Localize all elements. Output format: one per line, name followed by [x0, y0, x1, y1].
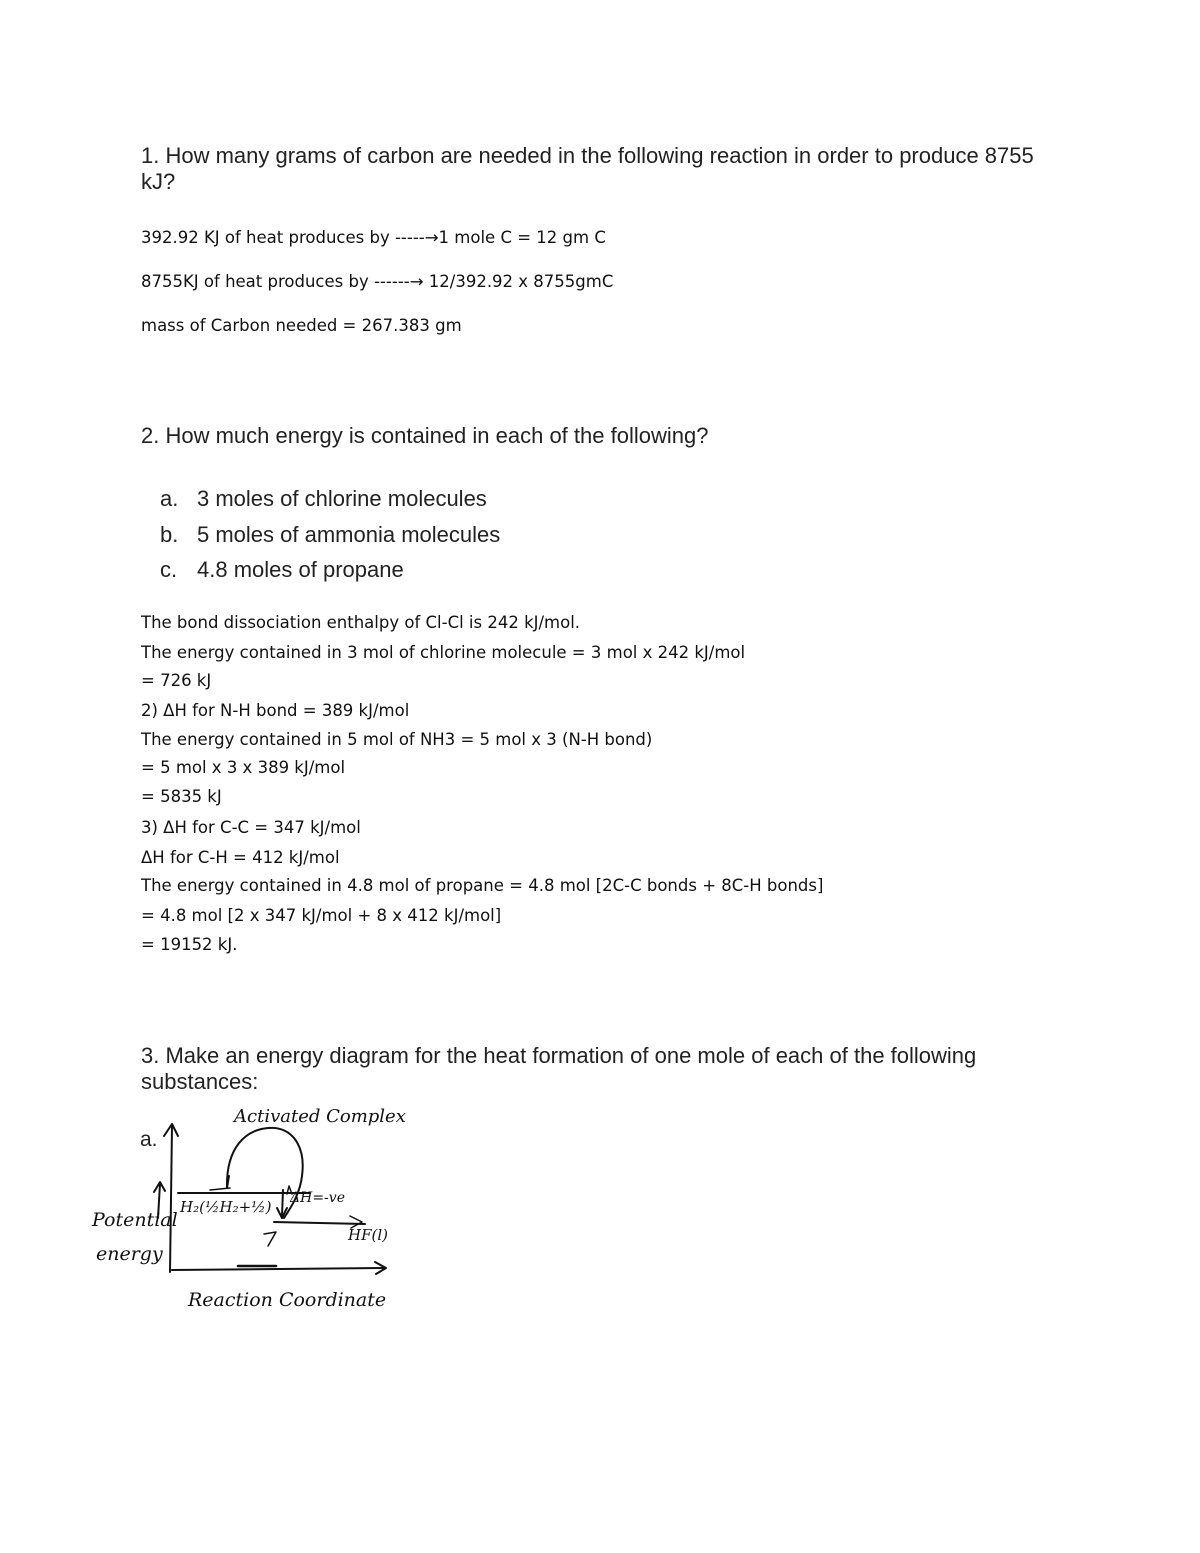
- q1-answer-line-3: mass of Carbon needed = 267.383 gm: [141, 316, 462, 335]
- x-axis-line: [172, 1268, 385, 1270]
- q2-solution-line-7: = 5835 kJ: [141, 787, 222, 806]
- y-axis-line: [170, 1126, 172, 1272]
- q2-solution-line-2: The energy contained in 3 mol of chlorine molecule = 3 mol x 242 kJ/mol: [141, 643, 746, 662]
- q1-answer-line-1: 392.92 KJ of heat produces by -----→1 mole C = 12 gm C: [141, 228, 606, 247]
- q2-solution-line-5: The energy contained in 5 mol of NH3 = 5 mol x 3 (N-H bond): [141, 730, 653, 749]
- q2-item-list: [160, 486, 500, 593]
- product-level: [274, 1222, 365, 1224]
- delta-h-label: ΔH=-ve: [290, 1190, 345, 1206]
- part-a-label: a.: [140, 1128, 158, 1151]
- y-axis-label-energy: energy: [96, 1243, 163, 1265]
- y-axis-label-potential: Potential: [92, 1209, 178, 1231]
- list-item: c. 4.8 moles of propane: [160, 557, 404, 582]
- energy-diagram: [80, 1098, 420, 1318]
- reactants-label: H₂(½H₂+½): [180, 1198, 272, 1216]
- x-axis-label: Reaction Coordinate: [188, 1289, 387, 1311]
- q2-solution-line-1: The bond dissociation enthalpy of Cl-Cl is 242 kJ/mol.: [141, 613, 581, 632]
- question-1: 1. How many grams of carbon are needed in the following reaction in order to produce 8755 kJ?: [141, 143, 1034, 194]
- list-item: a. 3 moles of chlorine molecules: [160, 486, 487, 511]
- activated-complex-label: Activated Complex: [234, 1106, 406, 1127]
- q2-solution-line-9: ΔH for C-H = 412 kJ/mol: [141, 848, 340, 867]
- list-item: b. 5 moles of ammonia molecules: [160, 521, 501, 547]
- question-2: 2. How much energy is contained in each of the following?: [141, 423, 709, 448]
- question-3: 3. Make an energy diagram for the heat formation of one mole of each of the following substances:: [141, 1043, 977, 1094]
- q2-solution-line-8: 3) ΔH for C-C = 347 kJ/mol: [141, 818, 361, 837]
- q2-solution-line-3: = 726 kJ: [141, 671, 212, 690]
- product-label: HF(l): [348, 1226, 388, 1244]
- q2-solution-line-12: = 19152 kJ.: [141, 935, 238, 954]
- q1-answer-line-2: 8755KJ of heat produces by ------→ 12/392.92 x 8755gmC: [141, 272, 614, 291]
- q2-solution-line-11: = 4.8 mol [2 x 347 kJ/mol + 8 x 412 kJ/mol]: [141, 906, 502, 925]
- q2-solution-line-4: 2) ΔH for N-H bond = 389 kJ/mol: [141, 701, 410, 720]
- q2-solution-line-10: The energy contained in 4.8 mol of propane = 4.8 mol [2C-C bonds + 8C-H bonds]: [141, 876, 824, 895]
- delta-h-arrow: [277, 1190, 287, 1218]
- q2-solution-line-6: = 5 mol x 3 x 389 kJ/mol: [141, 758, 346, 777]
